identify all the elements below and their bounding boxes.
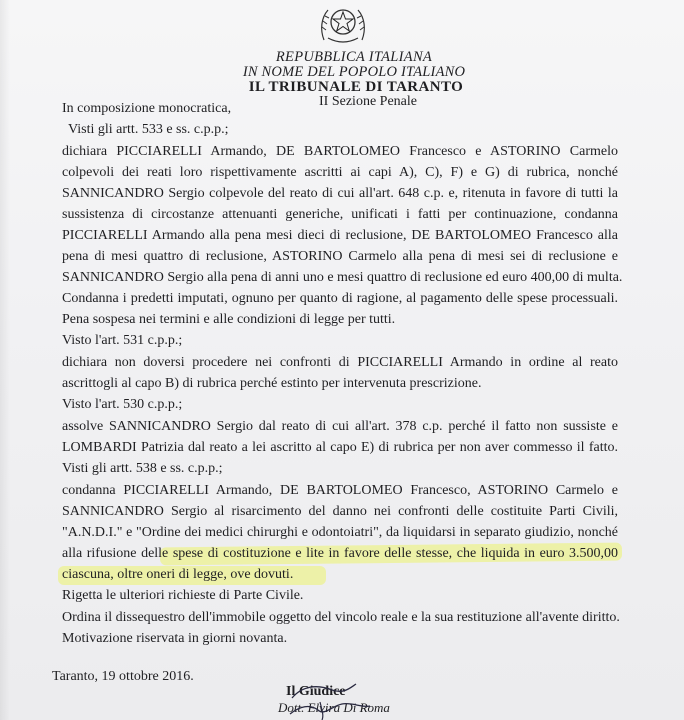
- header-republic: REPUBBLICA ITALIANA: [275, 49, 433, 65]
- place-date: Taranto, 19 ottobre 2016.: [52, 669, 194, 684]
- text-line: Pena sospesa nei termini e alle condizioni di legge per tutti.: [62, 312, 396, 327]
- text-line: SANNICANDRO Sergio al risarcimento del danno nei confronti delle costituite Parti Civili,: [62, 504, 618, 519]
- text-line: Visti gli artt. 533 e ss. c.p.p.;: [68, 122, 229, 137]
- text-line: dichiara PICCIARELLI Armando, DE BARTOLOMEO Francesco e ASTORINO Carmelo: [62, 144, 618, 159]
- text-line: In composizione monocratica,: [62, 101, 232, 116]
- text-line: Visti gli artt. 538 e ss. c.p.p.;: [62, 461, 223, 476]
- handwritten-signature: [262, 676, 382, 720]
- page-shadow: [0, 0, 10, 720]
- text-line: colpevoli dei reati loro rispettivamente ascritti ai capi A), C), F) e G) di rubrica, nonché: [62, 165, 618, 180]
- text-line: pena di mesi quattro di reclusione, ASTORINO Carmelo alla pena di mesi sei di reclusione e: [62, 249, 618, 264]
- text-line: SANNICANDRO Sergio colpevole del reato di cui all'art. 648 c.p. e, ritenuta in favore di tutti la: [62, 186, 618, 201]
- text-line: LOMBARDI Patrizia dal reato a lei ascritto al capo E) di rubrica per non aver commesso il fatto.: [62, 440, 618, 455]
- text-line: SANNICANDRO Sergio alla pena di anni uno e mesi quattro di reclusione ed euro 400,00 di multa.: [62, 270, 623, 285]
- text-line-highlighted: alla rifusione delle spese di costituzione e lite in favore delle stesse, che liquida in euro 3.500,00: [62, 546, 618, 561]
- text-line-highlighted: ciascuna, oltre oneri di legge, ove dovuti.: [62, 567, 294, 582]
- text-line: condanna PICCIARELLI Armando, DE BARTOLOMEO Francesco, ASTORINO Carmelo e: [62, 483, 618, 498]
- text-line: Ordina il dissequestro dell'immobile oggetto del vincolo reale e la sua restituzione all'avente diritto.: [62, 610, 620, 625]
- text-line: Visto l'art. 530 c.p.p.;: [62, 397, 183, 412]
- header-court: IL TRIBUNALE DI TARANTO: [248, 79, 464, 95]
- text-line: ascrittogli al capo B) di rubrica perché estinto per intervenuta prescrizione.: [62, 376, 482, 391]
- text-line: sussistenza di circostanze attenuanti generiche, unificati i fatti per continuazione, condanna: [62, 207, 618, 222]
- header-section: II Sezione Penale: [319, 94, 417, 109]
- text-line: "A.N.D.I." e "Ordine dei medici chirurghi e odontoiatri", da liquidarsi in separato giudizio, nonché: [62, 525, 618, 540]
- text-line: Rigetta le ulteriori richieste di Parte Civile.: [62, 588, 304, 603]
- text-line: PICCIARELLI Armando alla pena mesi dieci di reclusione, DE BARTOLOMEO Francesco alla: [62, 228, 618, 243]
- text-line: Visto l'art. 531 c.p.p.;: [62, 333, 183, 348]
- text-line: assolve SANNICANDRO Sergio dal reato di cui all'art. 378 c.p. perché il fatto non sussiste e: [62, 419, 618, 434]
- signer-name: Dott. Elvira Di Roma: [278, 700, 390, 715]
- signer-title: Il Giudice: [286, 684, 346, 699]
- header-in-name: IN NOME DEL POPOLO ITALIANO: [242, 64, 466, 80]
- text-line: Motivazione riservata in giorni novanta.: [62, 631, 288, 646]
- text-line: dichiara non doversi procedere nei confronti di PICCIARELLI Armando in ordine al reato: [62, 355, 618, 370]
- republic-emblem-icon: [318, 0, 368, 44]
- text-line: Condanna i predetti imputati, ognuno per quanto di ragione, al pagamento delle spese processuali.: [62, 291, 618, 306]
